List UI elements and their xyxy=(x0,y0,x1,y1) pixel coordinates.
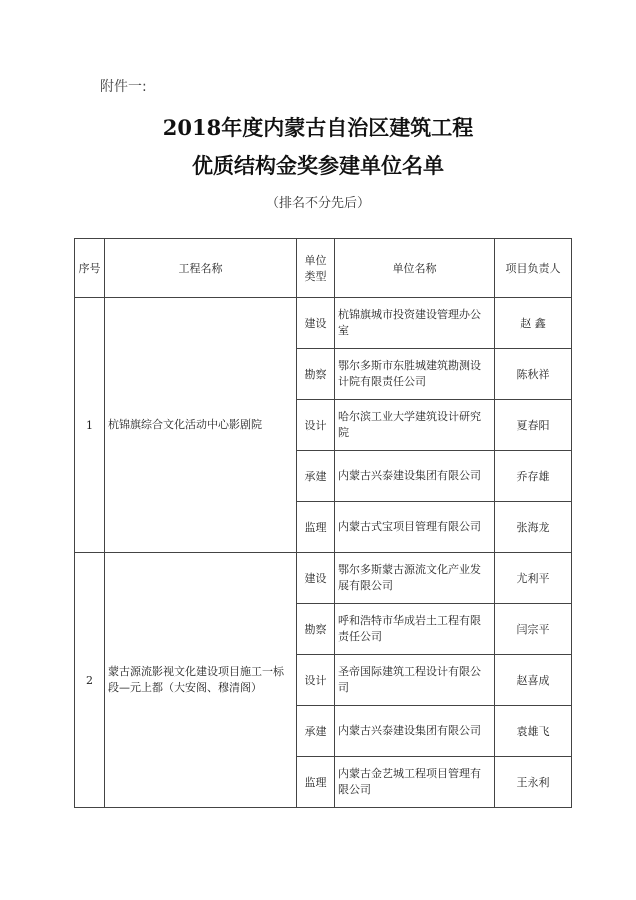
unit-manager: 陈秋祥 xyxy=(495,349,572,400)
project-seq: 1 xyxy=(75,298,105,553)
unit-type: 建设 xyxy=(297,298,335,349)
table-row xyxy=(75,298,572,349)
unit-manager: 赵 鑫 xyxy=(495,298,572,349)
unit-type: 监理 xyxy=(297,757,335,808)
project-name: 蒙古源流影视文化建设项目施工一标段—元上都（大安阁、穆清阁） xyxy=(105,553,297,808)
unit-type: 监理 xyxy=(297,502,335,553)
header-manager: 项目负责人 xyxy=(495,239,572,298)
unit-name: 杭锦旗城市投资建设管理办公室 xyxy=(335,298,495,349)
header-unit-type: 单位类型 xyxy=(297,239,335,298)
unit-name: 鄂尔多斯蒙古源流文化产业发展有限公司 xyxy=(335,553,495,604)
document-title-line-1: 2018年度内蒙古自治区建筑工程 xyxy=(162,115,474,140)
unit-type: 建设 xyxy=(297,553,335,604)
table-header-row xyxy=(75,239,572,298)
unit-manager: 闫宗平 xyxy=(495,604,572,655)
unit-manager: 夏春阳 xyxy=(495,400,572,451)
unit-type: 设计 xyxy=(297,655,335,706)
unit-type: 勘察 xyxy=(297,349,335,400)
attachment-label: 附件一: xyxy=(100,79,147,95)
unit-manager: 王永利 xyxy=(495,757,572,808)
document-title-line-2: 优质结构金奖参建单位名单 xyxy=(192,153,444,178)
unit-name: 内蒙古兴泰建设集团有限公司 xyxy=(335,451,495,502)
document-subtitle: （排名不分先后） xyxy=(265,196,370,211)
header-seq: 序号 xyxy=(75,239,105,298)
unit-manager: 尤利平 xyxy=(495,553,572,604)
project-seq: 2 xyxy=(75,553,105,808)
unit-type: 承建 xyxy=(297,451,335,502)
unit-name: 哈尔滨工业大学建筑设计研究院 xyxy=(335,400,495,451)
unit-type: 设计 xyxy=(297,400,335,451)
unit-name: 鄂尔多斯市东胜城建筑勘测设计院有限责任公司 xyxy=(335,349,495,400)
unit-manager: 袁雄飞 xyxy=(495,706,572,757)
unit-name: 内蒙古兴泰建设集团有限公司 xyxy=(335,706,495,757)
project-name: 杭锦旗综合文化活动中心影剧院 xyxy=(105,298,297,553)
unit-name: 圣帝国际建筑工程设计有限公司 xyxy=(335,655,495,706)
unit-type: 承建 xyxy=(297,706,335,757)
table-row xyxy=(75,553,572,604)
unit-name: 内蒙古式宝项目管理有限公司 xyxy=(335,502,495,553)
unit-name: 呼和浩特市华成岩土工程有限责任公司 xyxy=(335,604,495,655)
participants-table xyxy=(74,238,572,808)
header-unit-name: 单位名称 xyxy=(335,239,495,298)
unit-manager: 赵喜成 xyxy=(495,655,572,706)
unit-type: 勘察 xyxy=(297,604,335,655)
unit-manager: 乔存雄 xyxy=(495,451,572,502)
unit-manager: 张海龙 xyxy=(495,502,572,553)
unit-name: 内蒙古金艺城工程项目管理有限公司 xyxy=(335,757,495,808)
header-project: 工程名称 xyxy=(105,239,297,298)
